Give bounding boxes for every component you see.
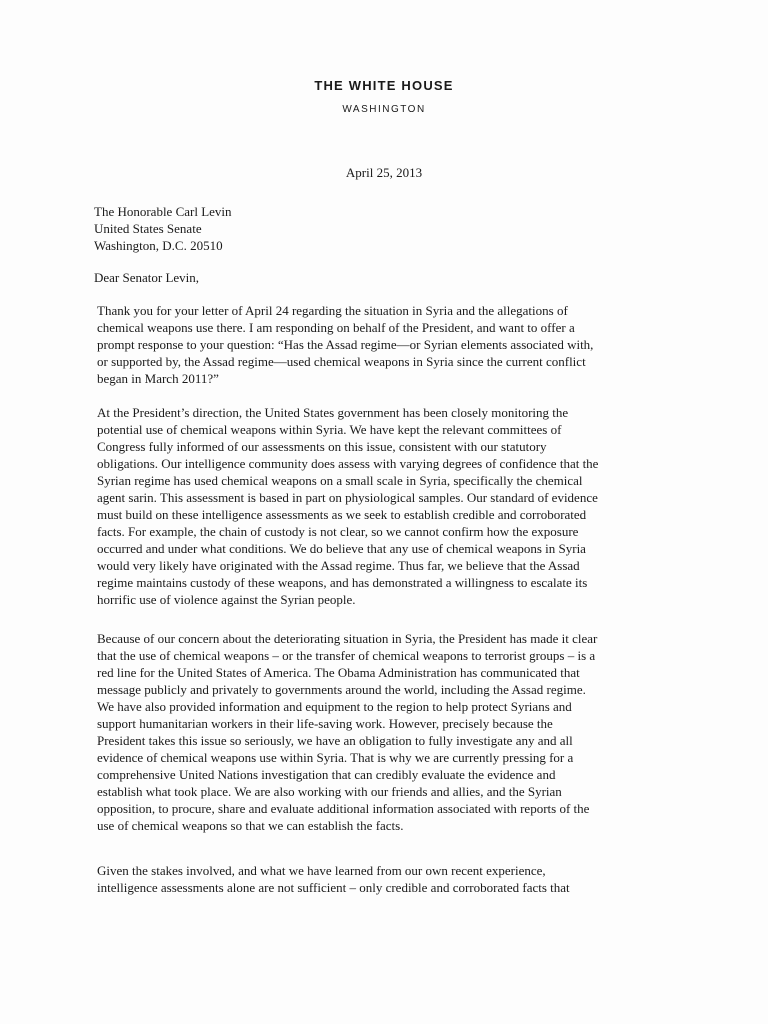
text-line: We have also provided information and equipment to the region to help protect Syrians and xyxy=(97,699,572,714)
text-line: At the President’s direction, the United States government has been closely monitoring the xyxy=(97,405,569,420)
text-line: establish what took place. We are also working with our friends and allies, and the Syrian xyxy=(97,784,562,799)
letter-date: April 25, 2013 xyxy=(345,165,423,180)
text-line: regime maintains custody of these weapons, and has demonstrated a willingness to escalate its xyxy=(97,575,588,590)
paragraph-4 xyxy=(97,862,657,896)
text-line: that the use of chemical weapons – or the transfer of chemical weapons to terrorist groups – is a xyxy=(97,648,596,663)
text-line: Thank you for your letter of April 24 regarding the situation in Syria and the allegations of xyxy=(97,303,568,318)
recipient-address xyxy=(94,203,232,254)
text-line: use of chemical weapons so that we can establish the facts. xyxy=(97,818,404,833)
text-line: red line for the United States of America. The Obama Administration has communicated that xyxy=(97,665,580,680)
text-line: Syrian regime has used chemical weapons on a small scale in Syria, specifically the chemical xyxy=(97,473,583,488)
text-line: chemical weapons use there. I am responding on behalf of the President, and want to offer a xyxy=(97,320,575,335)
letterhead-title: THE WHITE HOUSE xyxy=(314,78,454,93)
recipient-line: The Honorable Carl Levin xyxy=(94,204,232,219)
text-line: would very likely have originated with the Assad regime. Thus far, we believe that the Assad xyxy=(97,558,580,573)
text-line: support humanitarian workers in their life-saving work. However, precisely because the xyxy=(97,716,553,731)
paragraph-1 xyxy=(97,302,657,387)
paragraph-2 xyxy=(97,404,657,608)
text-line: facts. For example, the chain of custody is not clear, so we cannot confirm how the exposure xyxy=(97,524,579,539)
letterhead-subtitle: WASHINGTON xyxy=(342,104,426,115)
text-line: horrific use of violence against the Syrian people. xyxy=(97,592,356,607)
text-line: must build on these intelligence assessments as we seek to establish credible and corroborated xyxy=(97,507,587,522)
text-line: potential use of chemical weapons within Syria. We have kept the relevant committees of xyxy=(97,422,562,437)
recipient-line: Washington, D.C. 20510 xyxy=(94,238,223,253)
text-line: opposition, to procure, share and evaluate additional information associated with reports of the xyxy=(97,801,590,816)
recipient-line: United States Senate xyxy=(94,221,202,236)
paragraph-3 xyxy=(97,630,657,834)
text-line: prompt response to your question: “Has the Assad regime—or Syrian elements associated with, xyxy=(97,337,594,352)
text-line: Because of our concern about the deteriorating situation in Syria, the President has made it clear xyxy=(97,631,598,646)
text-line: evidence of chemical weapons use within Syria. That is why we are currently pressing for a xyxy=(97,750,574,765)
text-line: intelligence assessments alone are not sufficient – only credible and corroborated facts that xyxy=(97,880,570,895)
text-line: Congress fully informed of our assessments on this issue, consistent with our statutory xyxy=(97,439,547,454)
text-line: occurred and under what conditions. We do believe that any use of chemical weapons in Syria xyxy=(97,541,586,556)
text-line: President takes this issue so seriously, we have an obligation to fully investigate any and all xyxy=(97,733,573,748)
text-line: message publicly and privately to governments around the world, including the Assad regime. xyxy=(97,682,586,697)
text-line: Given the stakes involved, and what we have learned from our own recent experience, xyxy=(97,863,546,878)
text-line: or supported by, the Assad regime—used chemical weapons in Syria since the current conflict xyxy=(97,354,586,369)
text-line: began in March 2011?” xyxy=(97,371,219,386)
salutation: Dear Senator Levin, xyxy=(94,270,200,285)
text-line: obligations. Our intelligence community does assess with varying degrees of confidence that the xyxy=(97,456,599,471)
text-line: comprehensive United Nations investigation that can credibly evaluate the evidence and xyxy=(97,767,556,782)
text-line: agent sarin. This assessment is based in part on physiological samples. Our standard of evidence xyxy=(97,490,598,505)
